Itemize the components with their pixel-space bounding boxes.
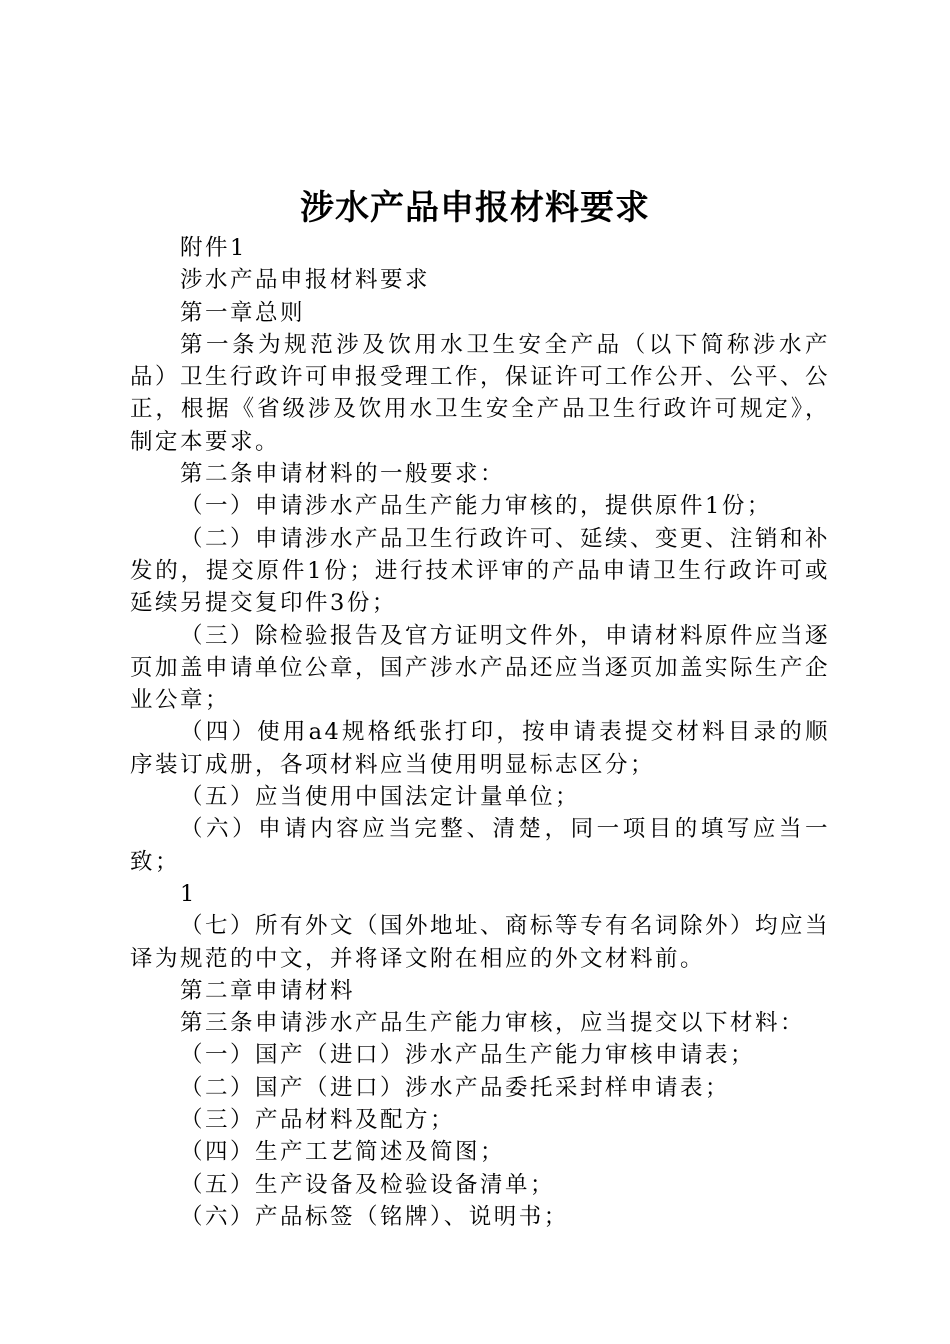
- paragraph: （五）生产设备及检验设备清单；: [180, 1171, 556, 1198]
- paragraph: 附件1: [180, 235, 247, 261]
- paragraph: （四）生产工艺简述及简图；: [180, 1139, 506, 1166]
- paragraph: 第二条申请材料的一般要求：: [180, 461, 506, 488]
- paragraph: （六）产品标签（铭牌）、说明书；: [180, 1203, 569, 1230]
- paragraph: 第一章总则: [180, 299, 306, 326]
- paragraph: 第二章申请材料: [180, 977, 356, 1004]
- paragraph: （一）申请涉水产品生产能力审核的，提供原件1份；: [180, 493, 772, 520]
- paragraph: 第三条申请涉水产品生产能力审核，应当提交以下材料：: [180, 1010, 806, 1037]
- page-number: 1: [180, 880, 197, 907]
- paragraph: （七）所有外文（国外地址、商标等专有名词除外）均应当译为规范的中文，并将译文附在相应的外文材料前。: [130, 913, 831, 972]
- paragraph: （一）国产（进口）涉水产品生产能力审核申请表；: [180, 1042, 756, 1069]
- paragraph: 第一条为规范涉及饮用水卫生安全产品（以下简称涉水产品）卫生行政许可申报受理工作，保证许可工作公开、公平、公正，根据《省级涉及饮用水卫生安全产品卫生行政许可规定》，制定本要求。: [130, 331, 831, 455]
- paragraph: （二）申请涉水产品卫生行政许可、延续、变更、注销和补发的，提交原件1份；进行技术评审的产品申请卫生行政许可或延续另提交复印件3份；: [130, 525, 831, 617]
- paragraph: （四）使用a4规格纸张打印，按申请表提交材料目录的顺序装订成册，各项材料应当使用明显标志区分；: [130, 719, 830, 778]
- paragraph: （五）应当使用中国法定计量单位；: [180, 784, 581, 811]
- paragraph: （六）申请内容应当完整、清楚，同一项目的填写应当一致；: [130, 816, 830, 875]
- paragraph: （三）产品材料及配方；: [180, 1107, 456, 1134]
- paragraph: （三）除检验报告及官方证明文件外，申请材料原件应当逐页加盖申请单位公章，国产涉水产品还应当逐页加盖实际生产企业公章；: [130, 622, 831, 714]
- document-title: 涉水产品申报材料要求: [300, 188, 650, 228]
- paragraph: （二）国产（进口）涉水产品委托采封样申请表；: [180, 1074, 731, 1101]
- document-body: [130, 232, 830, 1233]
- paragraph: 涉水产品申报材料要求: [180, 267, 431, 294]
